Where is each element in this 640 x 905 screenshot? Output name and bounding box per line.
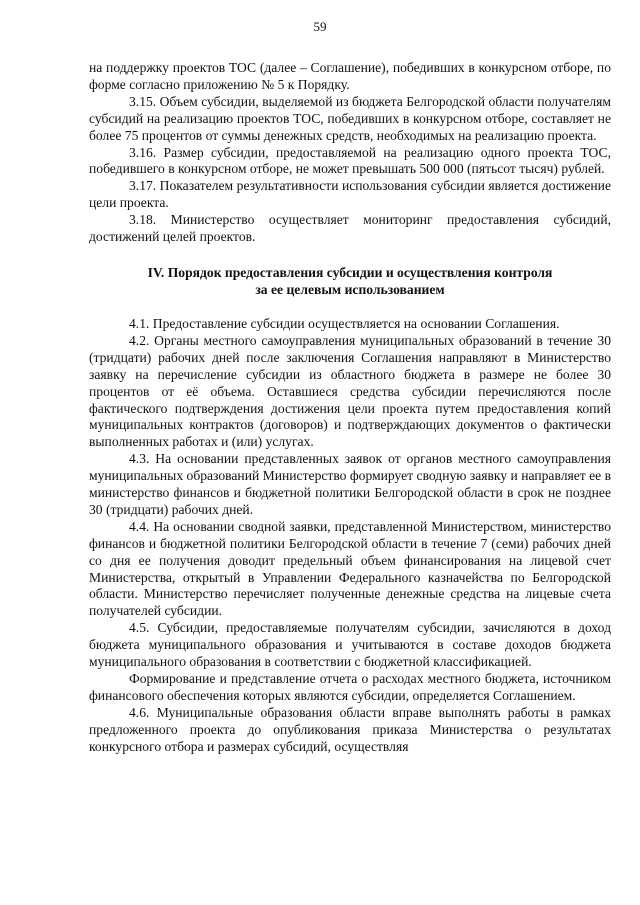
paragraph: на поддержку проектов ТОС (далее – Соглашение), победивших в конкурсном отборе, по форме согласно приложению № 5 к Порядку. (89, 60, 611, 92)
document-body (89, 60, 611, 756)
paragraph-4-5: 4.5. Субсидии, предоставляемые получателям субсидии, зачисляются в доход бюджета муниципального образования и учитываются в составе доходов бюджета муниципального образования в соответствии с бюджетной классификацией. (89, 620, 611, 670)
section-heading-line1: IV. Порядок предоставления субсидии и осуществления контроля (147, 264, 553, 280)
paragraph-4-2: 4.2. Органы местного самоуправления муниципальных образований в течение 30 (тридцати) рабочих дней после заключения Соглашения направляют в Министерство заявку на перечисление субсидии из областного бюджета в размере не более 30 процентов от её объема. Оставшиеся средства субсидии перечисляются после фактического подтверждения достижения цели проекта путем предоставления копий муниципальных контрактов (договоров) и подтверждающих документов о фактически выполненных работах и (или) услугах. (89, 332, 611, 450)
section-heading-line2: за ее целевым использованием (255, 281, 445, 297)
paragraph-report: Формирование и представление отчета о расходах местного бюджета, источником финансового обеспечения которых являются субсидии, определяется Соглашением. (89, 671, 611, 703)
paragraph-3-17: 3.17. Показателем результативности использования субсидии является достижение цели проекта. (89, 178, 611, 211)
paragraph-3-16: 3.16. Размер субсидии, предоставляемой на реализацию одного проекта ТОС, победившего в конкурсном отборе, не может превышать 500 000 (пятьсот тысяч) рублей. (89, 144, 611, 177)
paragraph-3-15: 3.15. Объем субсидии, выделяемой из бюджета Белгородской области получателям субсидий на реализацию проектов ТОС, победивших в конкурсном отборе, составляет не более 75 процентов от суммы денежных средств, необходимых на реализацию проекта. (89, 93, 611, 143)
page-number: 59 (313, 19, 327, 34)
paragraph-4-4: 4.4. На основании сводной заявки, представленной Министерством, министерство финансов и бюджетной политики Белгородской области в течение 7 (семи) рабочих дней со дня ее получения доводит предельный объем финансирования на лицевой счет Министерства, открытый в Управлении Федерального казначейства по Белгородской области. Министерство перечисляет полученные денежные средства на лицевые счета получателей субсидии. (89, 518, 611, 619)
paragraph-4-3: 4.3. На основании представленных заявок от органов местного самоуправления муниципальных образований Министерство формирует сводную заявку и направляет ее в министерство финансов и бюджетной политики Белгородской области в срок не позднее 30 (тридцати) рабочих дней. (89, 451, 611, 517)
spacer (89, 246, 611, 264)
spacer (89, 298, 611, 316)
paragraph-4-6: 4.6. Муниципальные образования области вправе выполнять работы в рамках предложенного проекта до опубликования приказа Министерства о результатах конкурсного отбора и размерах субсидий, осуществляя (89, 704, 611, 754)
paragraph-3-18: 3.18. Министерство осуществляет мониторинг предоставления субсидий, достижений целей проектов. (89, 212, 611, 245)
paragraph-4-1: 4.1. Предоставление субсидии осуществляется на основании Соглашения. (129, 315, 560, 331)
